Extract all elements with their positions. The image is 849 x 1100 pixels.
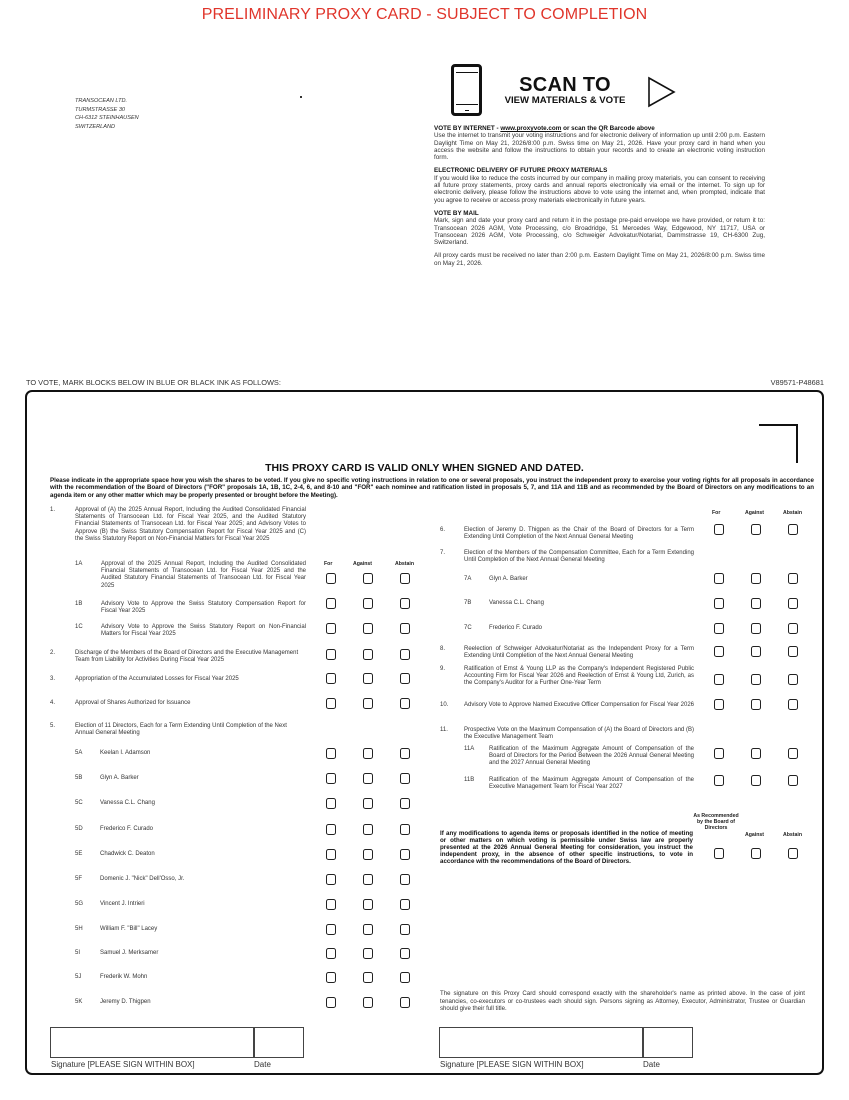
proposal-number: 6.: [440, 527, 446, 533]
vote-checkbox-for[interactable]: [326, 798, 336, 809]
address-line: CH-6312 STEINHAUSEN: [75, 115, 139, 122]
vote-checkbox-abstain[interactable]: [400, 698, 410, 709]
voting-instructions: [434, 125, 765, 273]
registration-dot: [300, 96, 302, 98]
vote-checkbox-against[interactable]: [363, 899, 373, 910]
nominee-number: 7C: [464, 625, 472, 631]
vote-checkbox-against[interactable]: [751, 598, 761, 609]
card-title: THIS PROXY CARD IS VALID ONLY WHEN SIGNED AND DATED.: [265, 462, 584, 474]
header-for: For: [712, 510, 721, 516]
card-instructions: Please indicate in the appropriate space how you wish the shares to be voted. If you give no specific voting instructions in relation to one or several proposals, you instruct the independent proxy to exercise your voting rights for all proposals in accordance with the recommendation of the Board of Directors ("FOR" proposals 1A, 1B, 1C, 2-4, 6, and 8-10 and "FOR" each nominee and ratification listed in proposals 5, 7, and 11A and 11B and as recommended by the Board of Directors on any modifications to an agenda item or any other matter which may be properly presented or brought before the Meeting).: [50, 477, 814, 499]
view-materials-heading: VIEW MATERIALS & VOTE: [504, 95, 626, 106]
vote-checkbox-for[interactable]: [326, 598, 336, 609]
vote-checkbox-for[interactable]: [714, 748, 724, 759]
proposal-text: Approval of the 2025 Annual Report, Including the Audited Consolidated Financial Statements of Transocean Ltd. for Fiscal Year 2025 and the Audited Statutory Financial Statements of Transocean Ltd. for Fiscal Year 2025: [101, 561, 306, 589]
nominee-name: Frederik W. Mohn: [100, 974, 148, 980]
vote-checkbox-for[interactable]: [326, 948, 336, 959]
nominee-name: Jeremy D. Thigpen: [100, 999, 151, 1005]
nominee-number: 5A: [75, 750, 83, 756]
vote-checkbox-abstain[interactable]: [400, 748, 410, 759]
company-address: [75, 97, 139, 132]
address-line: TRANSOCEAN LTD.: [75, 98, 128, 104]
vote-mail-title: VOTE BY MAIL: [434, 209, 479, 217]
proposal-number: 4.: [50, 700, 56, 706]
vote-checkbox-as-recommended[interactable]: [714, 848, 724, 859]
nominee-name: Domenic J. "Nick" Dell'Osso, Jr.: [100, 876, 185, 882]
proposal-text: Appropriation of the Accumulated Losses for Fiscal Year 2025: [75, 676, 239, 682]
vote-checkbox-against[interactable]: [363, 948, 373, 959]
vote-checkbox-for[interactable]: [326, 748, 336, 759]
vote-mail-section: [434, 210, 765, 246]
vote-checkbox-for[interactable]: [326, 773, 336, 784]
vote-checkbox-against[interactable]: [363, 874, 373, 885]
header-abstain: Abstain: [395, 561, 415, 567]
vote-checkbox-abstain[interactable]: [400, 573, 410, 584]
vote-checkbox-abstain[interactable]: [400, 924, 410, 935]
signature-label: Signature [PLEASE SIGN WITHIN BOX]: [51, 1060, 195, 1069]
vote-checkbox-abstain[interactable]: [400, 849, 410, 860]
header-for: For: [324, 561, 333, 567]
signature-box[interactable]: [50, 1027, 254, 1058]
header-abstain: Abstain: [783, 510, 803, 516]
vote-checkbox-abstain[interactable]: [788, 748, 798, 759]
vote-checkbox-for[interactable]: [326, 649, 336, 660]
signature-box[interactable]: [439, 1027, 643, 1058]
date-label: Date: [643, 1060, 660, 1069]
vote-checkbox-against[interactable]: [363, 824, 373, 835]
vote-checkbox-against[interactable]: [363, 773, 373, 784]
vote-checkbox-for[interactable]: [326, 849, 336, 860]
vote-checkbox-against[interactable]: [363, 849, 373, 860]
vote-checkbox-against[interactable]: [363, 798, 373, 809]
proposal-number: 1C: [75, 624, 83, 630]
vote-checkbox-against[interactable]: [363, 972, 373, 983]
vote-checkbox-abstain[interactable]: [788, 848, 798, 859]
vote-internet-text: Use the internet to transmit your voting instructions and for electronic delivery of information up until 2:00 p.m. Eastern Daylight Time on May 21, 2026/8:00 p.m. Swiss time on May 21, 2026. Have your proxy card in hand when you access the website and follow the instructions to obtain your records and to create an electronic voting instruction form.: [434, 132, 765, 162]
vote-checkbox-for[interactable]: [326, 623, 336, 634]
proposal-text: Approval of (A) the 2025 Annual Report, Including the Audited Consolidated Financial Statements of Transocean Ltd. for Fiscal Year 2025, and the Audited Statutory Financial Statements of Transocean Ltd. for Fiscal Year 2025; and Advisory Votes to Approve (B) the Swiss Statutory Compensation Report for Fiscal Year 2025 and (C) the Swiss Statutory Report on Non-Financial Matters for Fiscal Year 2025: [75, 507, 306, 542]
vote-checkbox-against[interactable]: [363, 598, 373, 609]
electronic-delivery-title: ELECTRONIC DELIVERY OF FUTURE PROXY MATERIALS: [434, 167, 608, 175]
vote-checkbox-abstain[interactable]: [400, 673, 410, 684]
nominee-name: Samuel J. Merksamer: [100, 950, 159, 956]
proposal-text: Advisory Vote to Approve Named Executive Officer Compensation for Fiscal Year 2026: [464, 702, 695, 708]
vote-checkbox-abstain[interactable]: [400, 997, 410, 1008]
control-code: V89571-P48681: [770, 378, 824, 387]
vote-internet-title: VOTE BY INTERNET -: [434, 125, 501, 132]
mark-instruction: TO VOTE, MARK BLOCKS BELOW IN BLUE OR BLACK INK AS FOLLOWS:: [26, 378, 281, 387]
vote-checkbox-for[interactable]: [714, 646, 724, 657]
nominee-number: 5D: [75, 826, 83, 832]
proposal-text: Election of the Members of the Compensation Committee, Each for a Term Extending Until Completion of the Next Annual General Meeting: [464, 550, 694, 564]
nominee-number: 7B: [464, 600, 472, 606]
vote-checkbox-for[interactable]: [714, 699, 724, 710]
vote-checkbox-for[interactable]: [714, 623, 724, 634]
date-box[interactable]: [254, 1027, 304, 1058]
proposal-number: 5.: [50, 723, 56, 729]
vote-checkbox-abstain[interactable]: [788, 674, 798, 685]
nominee-number: 5E: [75, 851, 83, 857]
nominee-name: William F. "Bill" Lacey: [100, 926, 158, 932]
vote-checkbox-against[interactable]: [363, 673, 373, 684]
vote-checkbox-abstain[interactable]: [788, 573, 798, 584]
vote-internet-section: [434, 125, 765, 161]
nominee-number: 5B: [75, 775, 83, 781]
modifications-text: If any modifications to agenda items or proposals identified in the notice of meeting or other matters on which voting is permissible under Swiss law are properly presented at the 2026 Annual General Meeting for consideration, you instruct the independent proxy, in the absence of other specific instructions, to vote in accordance with the recommendations of the Board of Directors.: [440, 830, 693, 866]
header-against: Against: [745, 510, 765, 516]
preliminary-banner: PRELIMINARY PROXY CARD - SUBJECT TO COMPLETION: [201, 6, 648, 23]
vote-checkbox-for[interactable]: [326, 924, 336, 935]
nominee-number: 5K: [75, 999, 83, 1005]
vote-checkbox-against[interactable]: [363, 997, 373, 1008]
deadline-section: [434, 252, 765, 267]
vote-checkbox-against[interactable]: [363, 924, 373, 935]
proposal-text: Advisory Vote to Approve the Swiss Statutory Compensation Report for Fiscal Year 2025: [101, 601, 306, 615]
vote-checkbox-against[interactable]: [751, 573, 761, 584]
nominee-name: Vanessa C.L. Chang: [489, 600, 544, 606]
vote-checkbox-abstain[interactable]: [400, 874, 410, 885]
nominee-name: Glyn A. Barker: [489, 576, 528, 582]
vote-checkbox-abstain[interactable]: [788, 775, 798, 786]
nominee-number: 5G: [75, 901, 84, 907]
vote-checkbox-abstain[interactable]: [400, 948, 410, 959]
vote-mail-text: Mark, sign and date your proxy card and return it in the postage pre-paid envelope we have provided, or return it to: Transocean 2026 AGM, Vote Processing, c/o Broadridge, 51 Mercedes Way, Edgewood, NY 11717, USA or Transocean 2026 AGM, Vote Processing, c/o Schweiger Advokatur/Notariat, Dammstrasse 19, CH-6300 Zug, Switzerland.: [434, 217, 765, 247]
proposal-text: Ratification of the Maximum Aggregate Amount of Compensation of the Executive Management Team for Fiscal Year 2027: [489, 777, 694, 791]
vote-checkbox-abstain[interactable]: [400, 773, 410, 784]
nominee-number: 5I: [75, 950, 81, 956]
header-against: Against: [353, 561, 373, 567]
vote-checkbox-abstain[interactable]: [400, 623, 410, 634]
vote-checkbox-abstain[interactable]: [788, 646, 798, 657]
vote-checkbox-for[interactable]: [326, 997, 336, 1008]
vote-checkbox-for[interactable]: [326, 874, 336, 885]
proposal-text: Approval of Shares Authorized for Issuance: [75, 700, 191, 706]
proposal-text: Prospective Vote on the Maximum Compensation of (A) the Board of Directors and (B) the Executive Management Team: [464, 727, 694, 741]
vote-checkbox-abstain[interactable]: [400, 598, 410, 609]
vote-checkbox-against[interactable]: [751, 674, 761, 685]
vote-checkbox-for[interactable]: [714, 524, 724, 535]
corner-mark: [759, 424, 798, 463]
vote-checkbox-for[interactable]: [714, 598, 724, 609]
vote-checkbox-abstain[interactable]: [400, 649, 410, 660]
address-line: TURMSTRASSE 30: [75, 106, 126, 113]
proposal-number: 1B: [75, 601, 83, 607]
proxyvote-link[interactable]: www.proxyvote.com: [500, 125, 562, 132]
deadline-text: All proxy cards must be received no later than 2:00 p.m. Eastern Daylight Time on May 21, 2026/8:00 p.m. Swiss time on May 21, 2026.: [434, 252, 765, 267]
proposal-number: 7.: [440, 550, 446, 556]
vote-checkbox-for[interactable]: [326, 673, 336, 684]
nominee-name: Glyn A. Barker: [100, 775, 139, 781]
vote-checkbox-for[interactable]: [326, 899, 336, 910]
proposal-number: 11B: [464, 777, 475, 783]
vote-checkbox-abstain[interactable]: [788, 699, 798, 710]
proposal-text: Election of Jeremy D. Thigpen as the Chair of the Board of Directors for a Term Extending Until Completion of the Next Annual General Meeting: [464, 527, 694, 541]
date-box[interactable]: [643, 1027, 693, 1058]
vote-checkbox-against[interactable]: [363, 623, 373, 634]
electronic-delivery-text: If you would like to reduce the costs incurred by our company in mailing proxy materials, you can consent to receiving all future proxy statements, proxy cards and annual reports electronically via email or the internet. To sign up for electronic delivery, please follow the instructions above to vote using the internet and, when prompted, indicate that you agree to receive or access proxy materials electronically in future years.: [434, 174, 765, 204]
vote-checkbox-against[interactable]: [363, 748, 373, 759]
nominee-name: Chadwick C. Deaton: [100, 851, 155, 857]
proposal-text: Ratification of Ernst & Young LLP as the Company's Independent Registered Public Accounting Firm for Fiscal Year 2026 and Reelection of Ernst & Young Ltd, Zurich, as the Company's Auditor for a Further One-Year Term: [464, 666, 694, 687]
header-against: Against: [745, 832, 765, 838]
vote-checkbox-abstain[interactable]: [788, 623, 798, 634]
vote-checkbox-against[interactable]: [363, 573, 373, 584]
proposal-number: 1.: [50, 507, 56, 513]
vote-checkbox-abstain[interactable]: [400, 972, 410, 983]
vote-checkbox-against[interactable]: [363, 698, 373, 709]
vote-internet-title-rest: or scan the QR Barcode above: [561, 125, 655, 132]
proposal-text: Reelection of Schweiger Advokatur/Notariat as the Independent Proxy for a Term Extending Until Completion of the Next Annual General Meeting: [464, 646, 694, 660]
vote-checkbox-abstain[interactable]: [400, 899, 410, 910]
nominee-name: Frederico F. Curado: [489, 625, 543, 631]
proposal-text: Election of 11 Directors, Each for a Term Extending Until Completion of the Next Annual General Meeting: [75, 723, 287, 737]
nominee-number: 5J: [75, 974, 82, 980]
signature-note: The signature on this Proxy Card should correspond exactly with the shareholder's name as printed above. In the case of joint tenancies, co-executors or co-trustees each should sign. Persons signing as Attorney, Executor, Administrator, Trustee or Guardian should give their full title.: [440, 990, 805, 1012]
proposal-number: 2.: [50, 650, 56, 656]
electronic-delivery-section: [434, 167, 765, 203]
smartphone-icon: [451, 64, 482, 116]
vote-checkbox-abstain[interactable]: [788, 524, 798, 535]
nominee-number: 7A: [464, 576, 472, 582]
vote-checkbox-abstain[interactable]: [400, 798, 410, 809]
vote-checkbox-for[interactable]: [714, 775, 724, 786]
nominee-name: Vincent J. Intrieri: [100, 901, 145, 907]
play-arrow-icon: [647, 76, 677, 108]
proposal-text: Advisory Vote to Approve the Swiss Statutory Report on Non-Financial Matters for Fiscal Year 2025: [101, 624, 306, 638]
nominee-number: 5F: [75, 876, 83, 882]
vote-checkbox-for[interactable]: [326, 824, 336, 835]
nominee-name: Keelan I. Adamson: [100, 750, 151, 756]
vote-checkbox-for[interactable]: [326, 573, 336, 584]
nominee-name: Frederico F. Curado: [100, 826, 154, 832]
proposal-number: 1A: [75, 561, 83, 567]
vote-checkbox-for[interactable]: [326, 698, 336, 709]
header-abstain: Abstain: [783, 832, 803, 838]
proposal-number: 10.: [440, 702, 449, 708]
vote-checkbox-against[interactable]: [751, 623, 761, 634]
proposal-number: 3.: [50, 676, 56, 682]
vote-checkbox-abstain[interactable]: [400, 824, 410, 835]
vote-checkbox-for[interactable]: [714, 573, 724, 584]
vote-checkbox-against[interactable]: [751, 646, 761, 657]
proposal-text: Ratification of the Maximum Aggregate Amount of Compensation of the Board of Directors for the Period Between the 2026 Annual General Meeting and the 2027 Annual General Meeting: [489, 746, 694, 767]
proposal-number: 11.: [440, 727, 448, 733]
vote-checkbox-against[interactable]: [363, 649, 373, 660]
proposal-number: 9.: [440, 666, 446, 672]
proposal-number: 8.: [440, 646, 446, 652]
header-as-recommended: As Recommended by the Board of Directors: [693, 813, 739, 832]
scan-to-heading: SCAN TO: [519, 74, 611, 96]
vote-checkbox-against[interactable]: [751, 848, 761, 859]
nominee-number: 5C: [75, 800, 83, 806]
address-line: SWITZERLAND: [75, 124, 116, 131]
vote-checkbox-against[interactable]: [751, 699, 761, 710]
nominee-name: Vanessa C.L. Chang: [100, 800, 155, 806]
vote-checkbox-against[interactable]: [751, 748, 761, 759]
proposal-text: Discharge of the Members of the Board of Directors and the Executive Management Team from Liability for Activities During Fiscal Year 2025: [75, 650, 299, 664]
nominee-number: 5H: [75, 926, 83, 932]
vote-checkbox-for[interactable]: [326, 972, 336, 983]
vote-checkbox-against[interactable]: [751, 524, 761, 535]
vote-checkbox-for[interactable]: [714, 674, 724, 685]
date-label: Date: [254, 1060, 271, 1069]
signature-label: Signature [PLEASE SIGN WITHIN BOX]: [440, 1060, 584, 1069]
vote-checkbox-against[interactable]: [751, 775, 761, 786]
proposal-number: 11A: [464, 746, 475, 752]
vote-checkbox-abstain[interactable]: [788, 598, 798, 609]
